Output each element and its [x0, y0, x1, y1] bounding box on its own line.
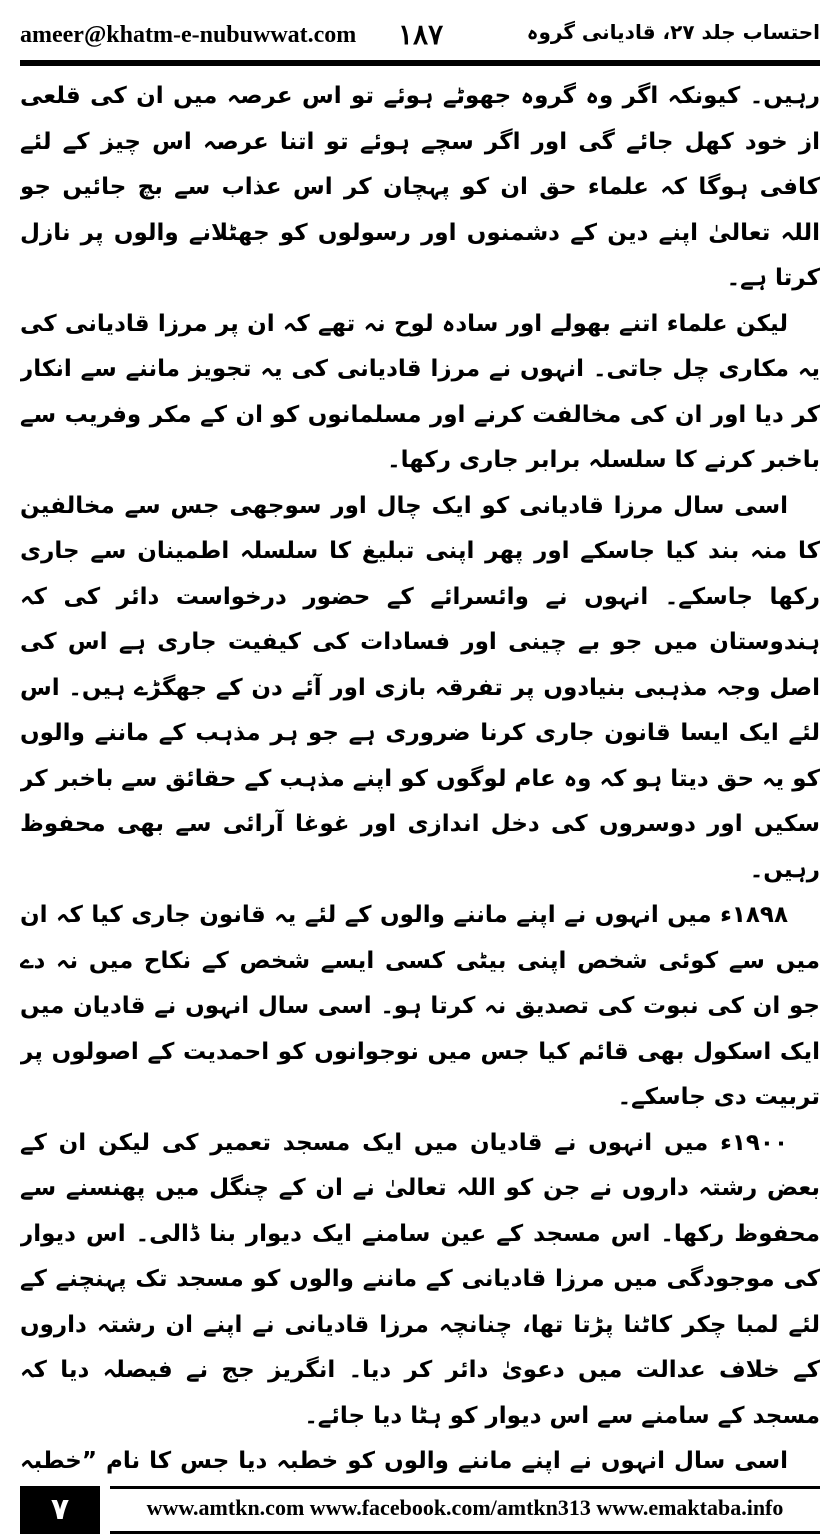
footer-urls: www.amtkn.com www.facebook.com/amtkn313 www.emaktaba.info — [146, 1495, 784, 1520]
paragraph: اسی سال انہوں نے اپنے ماننے والوں کو خطبہ دیا جس کا نام ”خطبہ — [20, 1448, 788, 1474]
page-header — [20, 18, 820, 52]
paragraph: اسی سال مرزا قادیانی کو ایک چال اور سوجھی جس سے مخالفین کا منہ بند کیا جاسکے اور پھر اپنی تبلیغ کا سلسلہ اطمینان سے جاری رکھا جاسکے۔ انہوں نے وائسرائے کے حضور درخواست دائر کی کہ ہندوستان میں جو بے چینی اور فسادات کی کیفیت جاری ہے اس کی اصل وجہ مذہبی بنیادوں پر تفرقہ بازی اور آئے دن کے جھگڑے ہیں۔ اس لئے ایک ایسا قانون جاری کرنا ضروری ہے جو ہر مذہب کے ماننے والوں کو یہ حق دیتا ہو کہ وہ عام لوگوں کو اپنے مذہب کے حقائق سے باخبر کر سکیں اور دوسروں کی دخل اندازی اور غوغا آرائی سے بھی محفوظ رہیں۔ — [20, 492, 820, 883]
footer-section-box: ۷ — [20, 1486, 100, 1534]
paragraph: رہیں۔ کیونکہ اگر وہ گروہ جھوٹے ہوئے تو اس عرصہ میں ان کی قلعی از خود کھل جائے گی اور اگر سچے ہوئے تو اتنا عرصہ اس چیز کے لئے کافی ہوگا کہ علماء حق ان کو پہچان کر اس عذاب سے بچ جائیں جو اللہ تعالیٰ اپنے دین کے دشمنوں اور رسولوں کو جھٹلانے والوں پر نازل کرتا ہے۔ — [20, 83, 820, 291]
header-rule — [20, 60, 820, 66]
paragraph: ۱۸۹۸ء میں انہوں نے اپنے ماننے والوں کے لئے یہ قانون جاری کیا کہ ان میں سے کوئی شخص اپنی بیٹی کسی ایسے شخص کے نکاح میں نہ دے جو ان کی نبوت کی تصدیق نہ کرتا ہو۔ اسی سال انہوں نے قادیان میں ایک اسکول بھی قائم کیا جس میں نوجوانوں کو احمدیت کے اصولوں پر تربیت دی جاسکے۔ — [20, 902, 820, 1110]
footer-bar — [110, 1486, 820, 1534]
paragraph: ۱۹۰۰ء میں انہوں نے قادیان میں ایک مسجد تعمیر کی لیکن ان کے بعض رشتہ داروں نے جن کو اللہ تعالیٰ نے ان کے چنگل میں پھنسنے سے محفوظ رکھا۔ اس مسجد کے عین سامنے ایک دیوار بنا ڈالی۔ اس دیوار کی موجودگی میں مرزا قادیانی کے ماننے والوں کو مسجد تک پہنچنے کے لئے لمبا چکر کاٹنا پڑتا تھا، چنانچہ مرزا قادیانی نے اپنے ان رشتہ داروں کے خلاف عدالت میں دعویٰ دائر کر دیا۔ انگریز جج نے فیصلہ دیا کہ مسجد کے سامنے سے اس دیوار کو ہٹا دیا جائے۔ — [20, 1129, 820, 1429]
running-title: احتساب جلد ۲۷، قادیانی گروہ — [526, 20, 820, 44]
email-address: ameer@khatm-e-nubuwwat.com — [20, 22, 357, 48]
page-number: ۱۸۷ — [398, 18, 444, 51]
page-body — [20, 74, 820, 1479]
paragraph: لیکن علماء اتنے بھولے اور سادہ لوح نہ تھے کہ ان پر مرزا قادیانی کی یہ مکاری چل جاتی۔ انہوں نے مرزا قادیانی کی یہ تجویز ماننے سے انکار کر دیا اور ان کی مخالفت کرنے اور مسلمانوں کو ان کے مکر وفریب سے باخبر کرنے کا سلسلہ برابر جاری رکھا۔ — [20, 310, 820, 473]
